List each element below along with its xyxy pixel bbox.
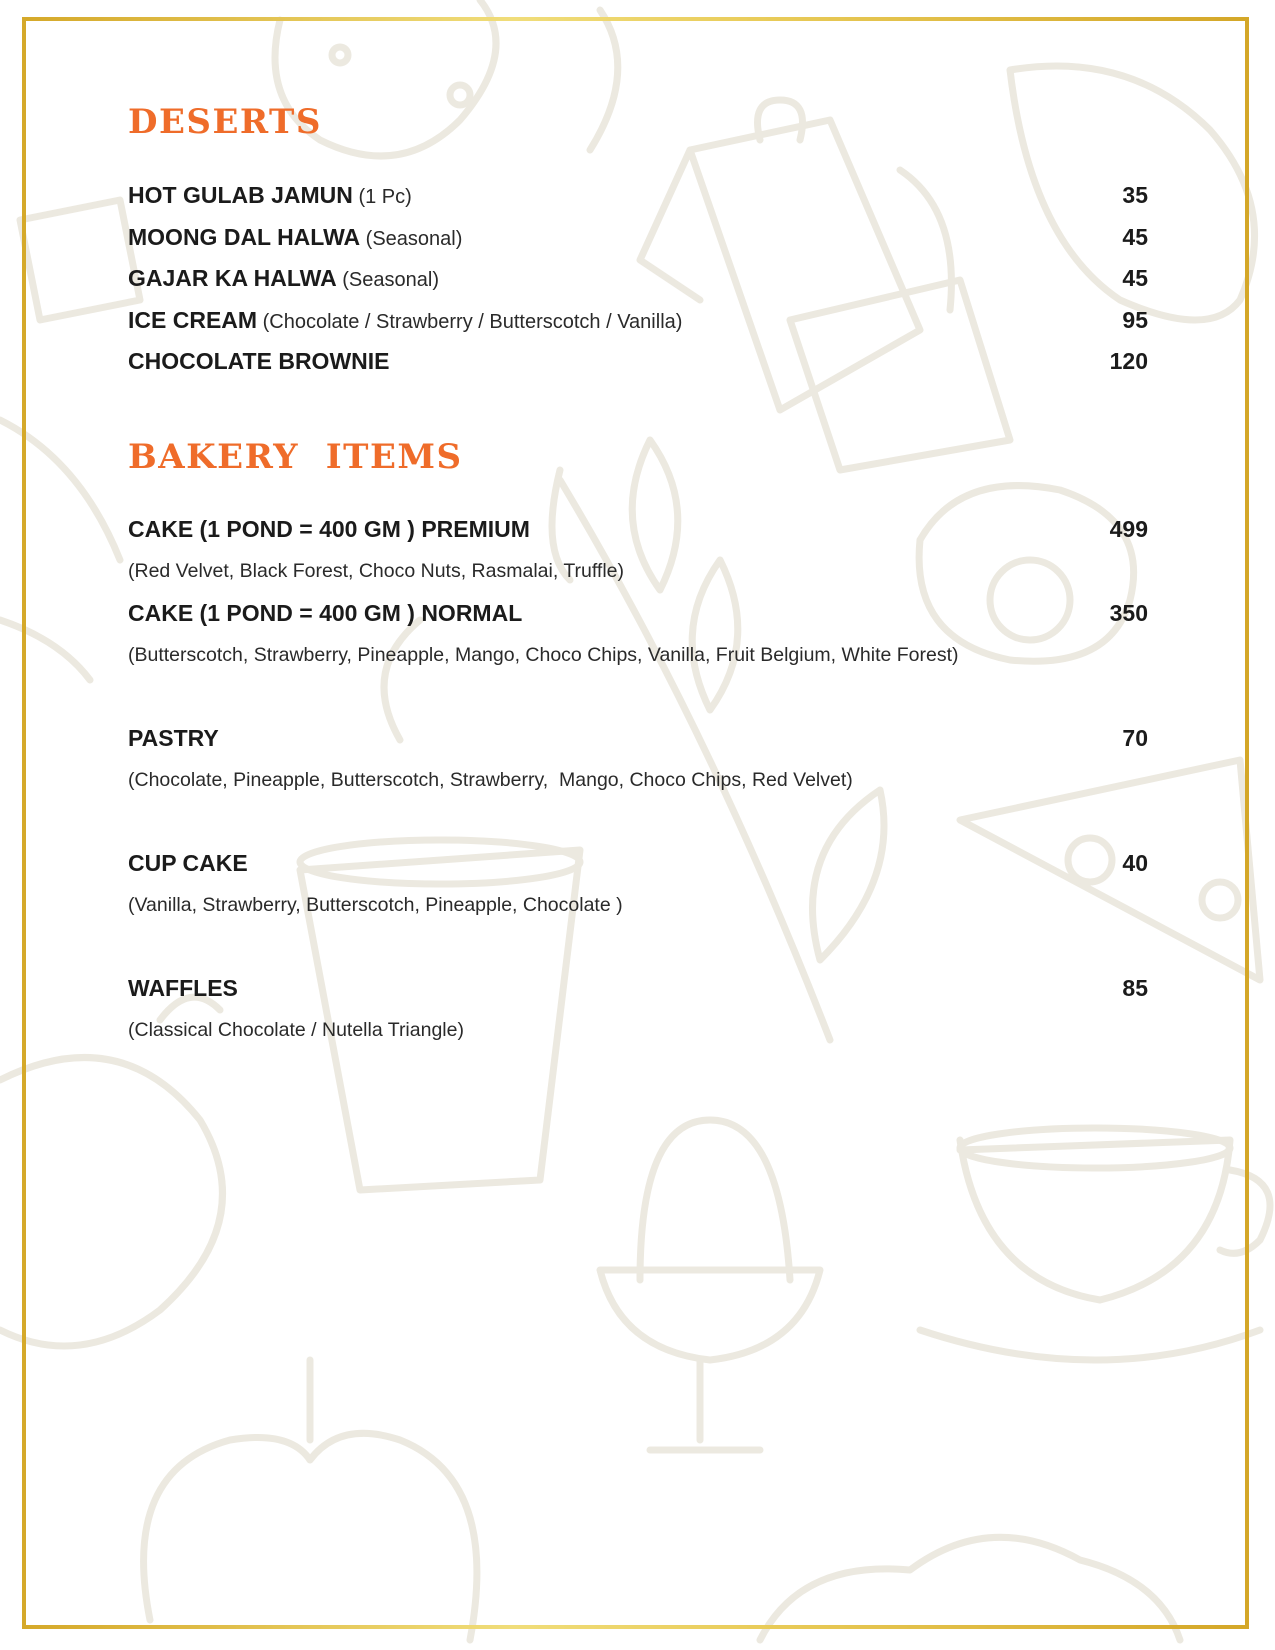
- item-price: 499: [1109, 516, 1148, 542]
- item-price: 120: [1109, 348, 1148, 374]
- section-title-deserts: DESERTS: [128, 102, 322, 142]
- item-name: CAKE (1 POND = 400 GM ) NORMAL: [128, 600, 523, 626]
- item-price: 45: [1122, 224, 1148, 250]
- item-price: 350: [1109, 600, 1148, 626]
- menu-item-row: [128, 847, 1148, 879]
- item-note: (1 Pc): [352, 186, 412, 208]
- menu-item-row: [128, 345, 1148, 377]
- item-name: CHOCOLATE BROWNIE: [128, 348, 390, 374]
- item-price: 70: [1122, 725, 1148, 751]
- menu-item-row: [128, 221, 1148, 253]
- item-price: 35: [1122, 182, 1148, 208]
- item-note: (Seasonal): [360, 228, 463, 250]
- section-title-bakery: BAKERY ITEMS: [128, 437, 463, 477]
- gold-border-frame: [22, 17, 1249, 1629]
- item-name: CUP CAKE: [128, 850, 248, 876]
- item-description: (Vanilla, Strawberry, Butterscotch, Pineapple, Chocolate ): [128, 894, 623, 916]
- item-name: PASTRY: [128, 725, 219, 751]
- item-price: 85: [1122, 975, 1148, 1001]
- menu-item-row: [128, 722, 1148, 754]
- item-note: (Chocolate / Strawberry / Butterscotch / Vanilla): [257, 311, 683, 333]
- item-name: HOT GULAB JAMUN: [128, 182, 353, 208]
- menu-item-row: [128, 972, 1148, 1004]
- item-name: ICE CREAM: [128, 307, 258, 333]
- item-name: CAKE (1 POND = 400 GM ) PREMIUM: [128, 516, 530, 542]
- item-description: (Chocolate, Pineapple, Butterscotch, Strawberry, Mango, Choco Chips, Red Velvet): [128, 769, 853, 791]
- item-note: (Seasonal): [336, 269, 439, 291]
- item-price: 45: [1122, 265, 1148, 291]
- item-description: (Red Velvet, Black Forest, Choco Nuts, Rasmalai, Truffle): [128, 560, 624, 582]
- item-name: GAJAR KA HALWA: [128, 265, 337, 291]
- item-description: (Butterscotch, Strawberry, Pineapple, Mango, Choco Chips, Vanilla, Fruit Belgium, White Forest): [128, 644, 959, 666]
- item-name: WAFFLES: [128, 975, 238, 1001]
- item-name: MOONG DAL HALWA: [128, 224, 361, 250]
- menu-item-row: [128, 513, 1148, 545]
- menu-item-row: [128, 179, 1148, 211]
- item-price: 95: [1122, 307, 1148, 333]
- menu-item-row: [128, 597, 1148, 629]
- menu-item-row: [128, 304, 1148, 336]
- item-description: (Classical Chocolate / Nutella Triangle): [128, 1019, 464, 1041]
- menu-item-row: [128, 262, 1148, 294]
- item-price: 40: [1122, 850, 1148, 876]
